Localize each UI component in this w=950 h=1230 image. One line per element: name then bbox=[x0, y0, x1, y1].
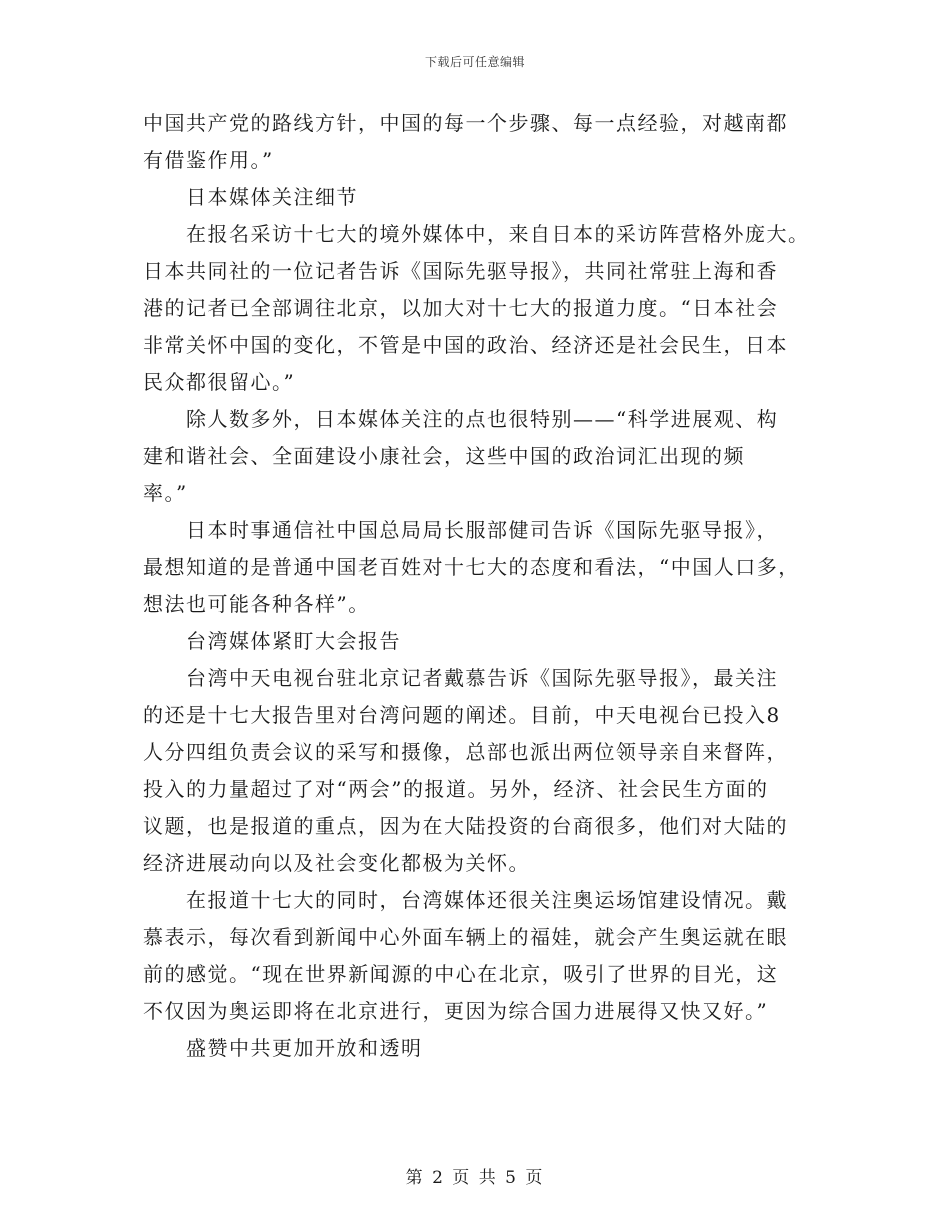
text-line: 议题，也是报道的重点，因为在大陆投资的台商很多，他们对大陆的 bbox=[143, 814, 788, 838]
text-line: 的还是十七大报告里对台湾问题的阐述。目前，中天电视台已投入8 bbox=[143, 703, 781, 727]
page-number-footer: 第 2 页 共 5 页 bbox=[405, 1168, 545, 1188]
text-line: 想法也可能各种各样”。 bbox=[143, 592, 370, 616]
text-line: 最想知道的是普通中国老百姓对十七大的态度和看法，“中国人口多， bbox=[143, 555, 800, 579]
text-line: 建和谐社会、全面建设小康社会，这些中国的政治词汇出现的频 bbox=[143, 444, 745, 468]
text-line: 经济进展动向以及社会变化都极为关怀。 bbox=[143, 851, 530, 875]
text-line: 不仅因为奥运即将在北京进行，更因为综合国力进展得又快又好。” bbox=[143, 999, 769, 1023]
text-line: 投入的力量超过了对“两会”的报道。另外，经济、社会民生方面的 bbox=[143, 777, 769, 801]
text-line: 台湾媒体紧盯大会报告 bbox=[186, 629, 401, 653]
text-line: 率。” bbox=[143, 481, 188, 505]
text-line: 日本共同社的一位记者告诉《国际先驱导报》，共同社常驻上海和香 bbox=[143, 259, 778, 283]
text-line: 台湾中天电视台驻北京记者戴慕告诉《国际先驱导报》，最关注 bbox=[186, 666, 778, 690]
text-line: 前的感觉。“现在世界新闻源的中心在北京，吸引了世界的目光，这 bbox=[143, 962, 779, 986]
text-line: 港的记者已全部调往北京，以加大对十七大的报道力度。“日本社会 bbox=[143, 296, 779, 320]
text-line: 人分四组负责会议的采写和摄像，总部也派出两位领导亲自来督阵， bbox=[143, 740, 788, 764]
text-line: 民众都很留心。” bbox=[143, 370, 296, 394]
text-line: 日本时事通信社中国总局局长服部健司告诉《国际先驱导报》， bbox=[186, 518, 778, 542]
text-line: 在报名采访十七大的境外媒体中，来自日本的采访阵营格外庞大。 bbox=[186, 222, 810, 246]
text-line: 有借鉴作用。” bbox=[143, 148, 274, 172]
text-line: 非常关怀中国的变化，不管是中国的政治、经济还是社会民生，日本 bbox=[143, 333, 788, 357]
text-line: 除人数多外，日本媒体关注的点也很特别——“科学进展观、构 bbox=[186, 407, 779, 431]
text-line: 中国共产党的路线方针，中国的每一个步骤、每一点经验，对越南都 bbox=[143, 111, 788, 135]
text-line: 日本媒体关注细节 bbox=[186, 185, 358, 209]
text-line: 盛赞中共更加开放和透明 bbox=[186, 1036, 423, 1060]
text-line: 慕表示，每次看到新闻中心外面车辆上的福娃，就会产生奥运就在眼 bbox=[143, 925, 788, 949]
text-line: 在报道十七大的同时，台湾媒体还很关注奥运场馆建设情况。戴 bbox=[186, 888, 788, 912]
header-note: 下载后可任意编辑 bbox=[424, 55, 525, 69]
article-body bbox=[143, 105, 808, 1067]
